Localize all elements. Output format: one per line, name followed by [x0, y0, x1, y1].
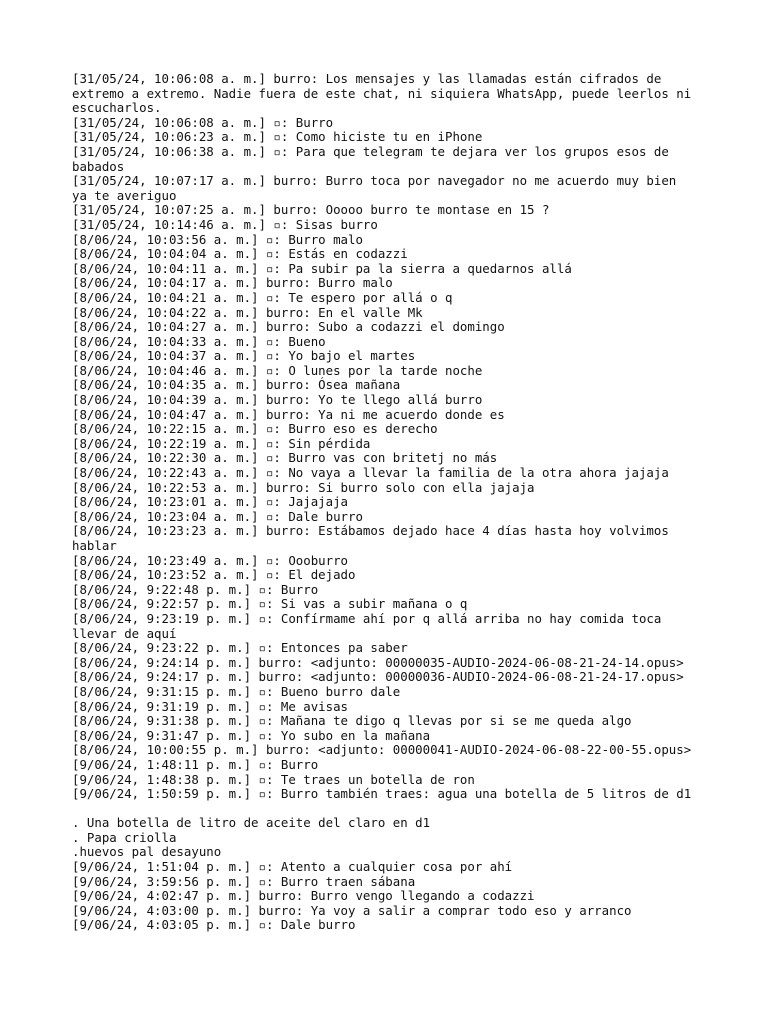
transcript-line: [8/06/24, 10:04:37 a. m.] ▫: Yo bajo el martes [72, 348, 416, 364]
transcript-line: [8/06/24, 9:31:15 p. m.] ▫: Bueno burro dale [72, 683, 401, 699]
transcript-line: [8/06/24, 10:04:27 a. m.] burro: Subo a codazzi el domingo [72, 319, 505, 335]
transcript-line: [8/06/24, 10:04:33 a. m.] ▫: Bueno [72, 333, 326, 349]
transcript-line: [31/05/24, 10:14:46 a. m.] ▫: Sisas burro [72, 216, 378, 232]
transcript-line: [9/06/24, 1:50:59 p. m.] ▫: Burro también traes: agua una botella de 5 litros de d1 [72, 786, 692, 802]
transcript-line: [8/06/24, 10:22:53 a. m.] burro: Si burro solo con ella jajaja [72, 479, 535, 495]
transcript-line: [8/06/24, 10:22:15 a. m.] ▫: Burro eso es derecho [72, 421, 438, 437]
transcript-line: [9/06/24, 4:02:47 p. m.] burro: Burro vengo llegando a codazzi [72, 888, 535, 904]
transcript-line: [8/06/24, 10:03:56 a. m.] ▫: Burro malo [72, 231, 363, 247]
transcript-line: [9/06/24, 4:03:05 p. m.] ▫: Dale burro [72, 917, 356, 933]
transcript-line: [8/06/24, 9:23:22 p. m.] ▫: Entonces pa saber [72, 640, 408, 656]
transcript-line: ya te averiguo [72, 187, 177, 203]
transcript-line: llevar de aquí [72, 625, 177, 641]
transcript-line: [8/06/24, 9:24:14 p. m.] burro: <adjunto: 00000035-AUDIO-2024-06-08-21-24-14.opus> [72, 654, 684, 670]
transcript-line: [8/06/24, 10:04:11 a. m.] ▫: Pa subir pa la sierra a quedarnos allá [72, 260, 572, 276]
transcript-line: [8/06/24, 10:22:30 a. m.] ▫: Burro vas con britetj no más [72, 450, 498, 466]
transcript-line: [8/06/24, 10:23:49 a. m.] ▫: Oooburro [72, 552, 349, 568]
transcript-line: [8/06/24, 9:24:17 p. m.] burro: <adjunto: 00000036-AUDIO-2024-06-08-21-24-17.opus> [72, 669, 684, 685]
transcript-line: .huevos pal desayuno [72, 844, 222, 860]
transcript-line: [8/06/24, 10:22:19 a. m.] ▫: Sin pérdida [72, 435, 371, 451]
transcript-line: [8/06/24, 10:04:17 a. m.] burro: Burro malo [72, 275, 393, 291]
transcript-line: [31/05/24, 10:06:23 a. m.] ▫: Como hiciste tu en iPhone [72, 129, 483, 145]
transcript-line: [31/05/24, 10:06:08 a. m.] ▫: Burro [72, 114, 334, 130]
transcript-line: [9/06/24, 3:59:56 p. m.] ▫: Burro traen sábana [72, 873, 416, 889]
transcript-line: [31/05/24, 10:07:17 a. m.] burro: Burro toca por navegador no me acuerdo muy bien [72, 173, 677, 189]
transcript-line: [8/06/24, 9:31:38 p. m.] ▫: Mañana te digo q llevas por si se me queda algo [72, 713, 632, 729]
transcript-line: [8/06/24, 10:04:04 a. m.] ▫: Estás en codazzi [72, 246, 408, 262]
transcript-line: [8/06/24, 10:04:35 a. m.] burro: Ósea mañana [72, 377, 401, 393]
transcript-line [72, 802, 712, 817]
transcript-line: [31/05/24, 10:06:08 a. m.] burro: Los mensajes y las llamadas están cifrados de [72, 71, 662, 86]
transcript-line: [8/06/24, 9:22:48 p. m.] ▫: Burro [72, 581, 319, 597]
transcript-line: [8/06/24, 9:22:57 p. m.] ▫: Si vas a subir mañana o q [72, 596, 468, 612]
transcript-line: [8/06/24, 10:23:23 a. m.] burro: Estábamos dejado hace 4 días hasta hoy volvimos [72, 523, 669, 539]
transcript-line: [8/06/24, 10:22:43 a. m.] ▫: No vaya a llevar la familia de la otra ahora jajaja [72, 465, 669, 481]
transcript-line: [8/06/24, 10:04:22 a. m.] burro: En el valle Mk [72, 304, 423, 320]
transcript-line: escucharlos. [72, 100, 162, 116]
transcript-line: [8/06/24, 10:23:52 a. m.] ▫: El dejado [72, 567, 356, 583]
transcript-line: [8/06/24, 10:23:01 a. m.] ▫: Jajajaja [72, 494, 349, 510]
transcript-line: [8/06/24, 10:23:04 a. m.] ▫: Dale burro [72, 508, 363, 524]
transcript-line: [8/06/24, 9:31:19 p. m.] ▫: Me avisas [72, 698, 349, 714]
transcript-line: [9/06/24, 1:48:11 p. m.] ▫: Burro [72, 756, 319, 772]
transcript-line: [8/06/24, 10:04:46 a. m.] ▫: O lunes por la tarde noche [72, 362, 483, 378]
transcript-line: [31/05/24, 10:07:25 a. m.] burro: Ooooo burro te montase en 15 ? [72, 202, 550, 218]
transcript-line: [9/06/24, 1:51:04 p. m.] ▫: Atento a cualquier cosa por ahí [72, 859, 513, 875]
transcript-line: extremo a extremo. Nadie fuera de este chat, ni siquiera WhatsApp, puede leerlos ni [72, 85, 692, 101]
transcript-line: [8/06/24, 9:31:47 p. m.] ▫: Yo subo en la mañana [72, 727, 431, 743]
transcript-line: [8/06/24, 10:04:47 a. m.] burro: Ya ni me acuerdo donde es [72, 406, 505, 422]
transcript-line: hablar [72, 538, 117, 553]
transcript-line: [8/06/24, 10:04:39 a. m.] burro: Yo te llego allá burro [72, 392, 483, 408]
transcript-line: [9/06/24, 4:03:00 p. m.] burro: Ya voy a salir a comprar todo eso y arranco [72, 902, 632, 918]
transcript-line: . Papa criolla [72, 829, 177, 845]
transcript-line: babados [72, 158, 125, 174]
chat-transcript [72, 72, 712, 933]
transcript-line: [8/06/24, 10:04:21 a. m.] ▫: Te espero por allá o q [72, 289, 453, 305]
transcript-line: [8/06/24, 9:23:19 p. m.] ▫: Confírmame ahí por q allá arriba no hay comida toca [72, 610, 662, 626]
transcript-line: [9/06/24, 1:48:38 p. m.] ▫: Te traes un botella de ron [72, 771, 475, 787]
transcript-line: . Una botella de litro de aceite del claro en d1 [72, 815, 431, 831]
transcript-line: [8/06/24, 10:00:55 p. m.] burro: <adjunto: 00000041-AUDIO-2024-06-08-22-00-55.opus> [72, 742, 692, 758]
transcript-line: [31/05/24, 10:06:38 a. m.] ▫: Para que telegram te dejara ver los grupos esos de [72, 143, 669, 159]
